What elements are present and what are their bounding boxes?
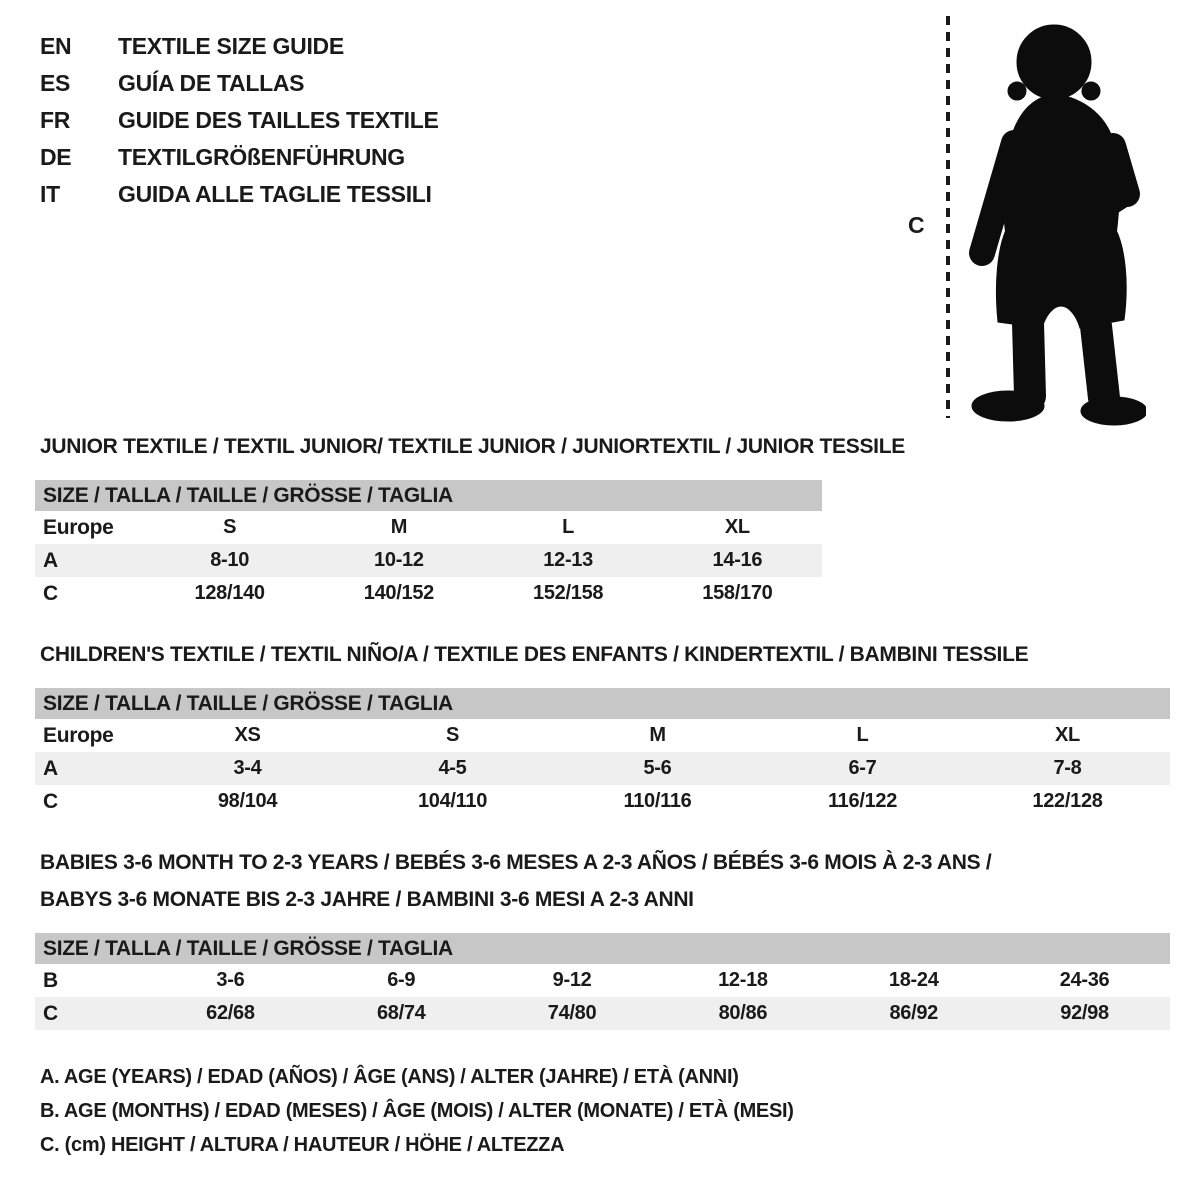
language-code: IT <box>40 181 60 207</box>
row-label: A <box>43 548 58 572</box>
size-guide-section <box>35 844 1170 1030</box>
language-title: GUIDE DES TAILLES TEXTILE <box>118 107 439 133</box>
table-cell: 6-7 <box>848 757 877 779</box>
table-header: SIZE / TALLA / TAILLE / GRÖSSE / TAGLIA <box>35 933 1170 964</box>
language-row <box>40 139 439 176</box>
table-cell: XL <box>724 516 750 538</box>
table-cell: S <box>223 516 237 538</box>
table-row <box>35 511 822 544</box>
table-header: SIZE / TALLA / TAILLE / GRÖSSE / TAGLIA <box>35 688 1170 719</box>
table-cell: 5-6 <box>643 757 672 779</box>
size-guide-figure <box>890 0 1170 440</box>
row-label: Europe <box>43 515 114 539</box>
table-row <box>35 964 1170 997</box>
section-title: CHILDREN'S TEXTILE / TEXTIL NIÑO/A / TEXTILE DES ENFANTS / KINDERTEXTIL / BAMBINI TESSILE <box>40 643 1029 666</box>
section-title: JUNIOR TEXTILE / TEXTIL JUNIOR/ TEXTILE JUNIOR / JUNIORTEXTIL / JUNIOR TESSILE <box>40 435 905 458</box>
language-title: TEXTILE SIZE GUIDE <box>118 33 344 59</box>
language-title: GUIDA ALLE TAGLIE TESSILI <box>118 181 432 207</box>
language-code: ES <box>40 70 71 96</box>
table-cell: 24-36 <box>1059 969 1110 991</box>
row-label: C <box>43 581 58 605</box>
height-measure-label: C <box>908 212 925 238</box>
table-cell: 104/110 <box>417 790 488 812</box>
table-cell: 9-12 <box>552 969 592 991</box>
row-label: C <box>43 1001 58 1025</box>
table-cell: 10-12 <box>374 549 424 571</box>
height-dashed-line <box>946 16 950 418</box>
table-cell: 116/122 <box>827 790 898 812</box>
language-code: DE <box>40 144 72 170</box>
toddler-silhouette-icon <box>966 8 1146 428</box>
table-cell: 12-13 <box>543 549 593 571</box>
table-cell: 74/80 <box>547 1002 597 1024</box>
language-code: FR <box>40 107 71 133</box>
table-cell: 140/152 <box>363 582 434 604</box>
table-cell: L <box>856 724 869 746</box>
table-cell: 86/92 <box>889 1002 938 1024</box>
table-cell: 152/158 <box>533 582 604 604</box>
table-cell: M <box>649 724 666 746</box>
table-cell: 3-6 <box>216 969 245 991</box>
size-guide-section <box>35 636 1170 818</box>
table-row <box>35 544 822 577</box>
section-title: BABIES 3-6 MONTH TO 2-3 YEARS / BEBÉS 3-6 MESES A 2-3 AÑOS / BÉBÉS 3-6 MOIS À 2-3 ANS / <box>40 851 992 874</box>
table-cell: XL <box>1055 724 1080 746</box>
language-row <box>40 102 439 139</box>
legend-line: B. AGE (MONTHS) / EDAD (MESES) / ÂGE (MOIS) / ALTER (MONATE) / ETÀ (MESI) <box>40 1100 794 1122</box>
table-cell: 6-9 <box>387 969 416 991</box>
language-code: EN <box>40 33 72 59</box>
table-row <box>35 785 1170 818</box>
table-cell: 80/86 <box>718 1002 768 1024</box>
table-cell: 98/104 <box>217 790 278 812</box>
language-row <box>40 28 439 65</box>
table-cell: 110/116 <box>623 790 692 812</box>
table-cell: 18-24 <box>888 969 939 991</box>
table-row <box>35 997 1170 1030</box>
legend-line: A. AGE (YEARS) / EDAD (AÑOS) / ÂGE (ANS) / ALTER (JAHRE) / ETÀ (ANNI) <box>40 1066 739 1088</box>
table-cell: 7-8 <box>1053 757 1082 779</box>
language-list <box>40 28 439 213</box>
table-cell: 92/98 <box>1060 1002 1109 1024</box>
table-cell: 122/128 <box>1032 790 1103 812</box>
legend-line: C. (cm) HEIGHT / ALTURA / HAUTEUR / HÖHE / ALTEZZA <box>40 1134 565 1156</box>
table-cell: 68/74 <box>376 1002 426 1024</box>
table-cell: 128/140 <box>194 582 265 604</box>
row-label: C <box>43 789 58 813</box>
table-cell: S <box>445 724 460 746</box>
section-title: BABYS 3-6 MONATE BIS 2-3 JAHRE / BAMBINI 3-6 MESI A 2-3 ANNI <box>40 888 694 911</box>
language-row <box>40 176 439 213</box>
table-row <box>35 752 1170 785</box>
table-cell: XS <box>234 724 261 746</box>
table-cell: 12-18 <box>718 969 768 991</box>
table-row <box>35 719 1170 752</box>
table-cell: 62/68 <box>206 1002 255 1024</box>
language-row <box>40 65 439 102</box>
size-table <box>35 480 822 610</box>
size-guide-section <box>35 428 1170 610</box>
row-label: B <box>43 968 58 992</box>
table-row <box>35 577 822 610</box>
legend <box>35 1060 1170 1162</box>
table-cell: L <box>562 516 575 538</box>
table-cell: 158/170 <box>702 582 773 604</box>
row-label: Europe <box>43 723 114 747</box>
table-cell: 4-5 <box>438 757 467 779</box>
table-cell: M <box>390 516 408 538</box>
table-cell: 8-10 <box>210 549 250 571</box>
table-cell: 14-16 <box>712 549 763 571</box>
language-title: GUÍA DE TALLAS <box>118 70 305 96</box>
table-cell: 3-4 <box>233 757 262 779</box>
size-table <box>35 933 1170 1030</box>
table-header: SIZE / TALLA / TAILLE / GRÖSSE / TAGLIA <box>35 480 822 511</box>
size-table <box>35 688 1170 818</box>
row-label: A <box>43 756 58 780</box>
language-title: TEXTILGRÖßENFÜHRUNG <box>118 144 405 170</box>
size-tables <box>35 428 1170 1162</box>
